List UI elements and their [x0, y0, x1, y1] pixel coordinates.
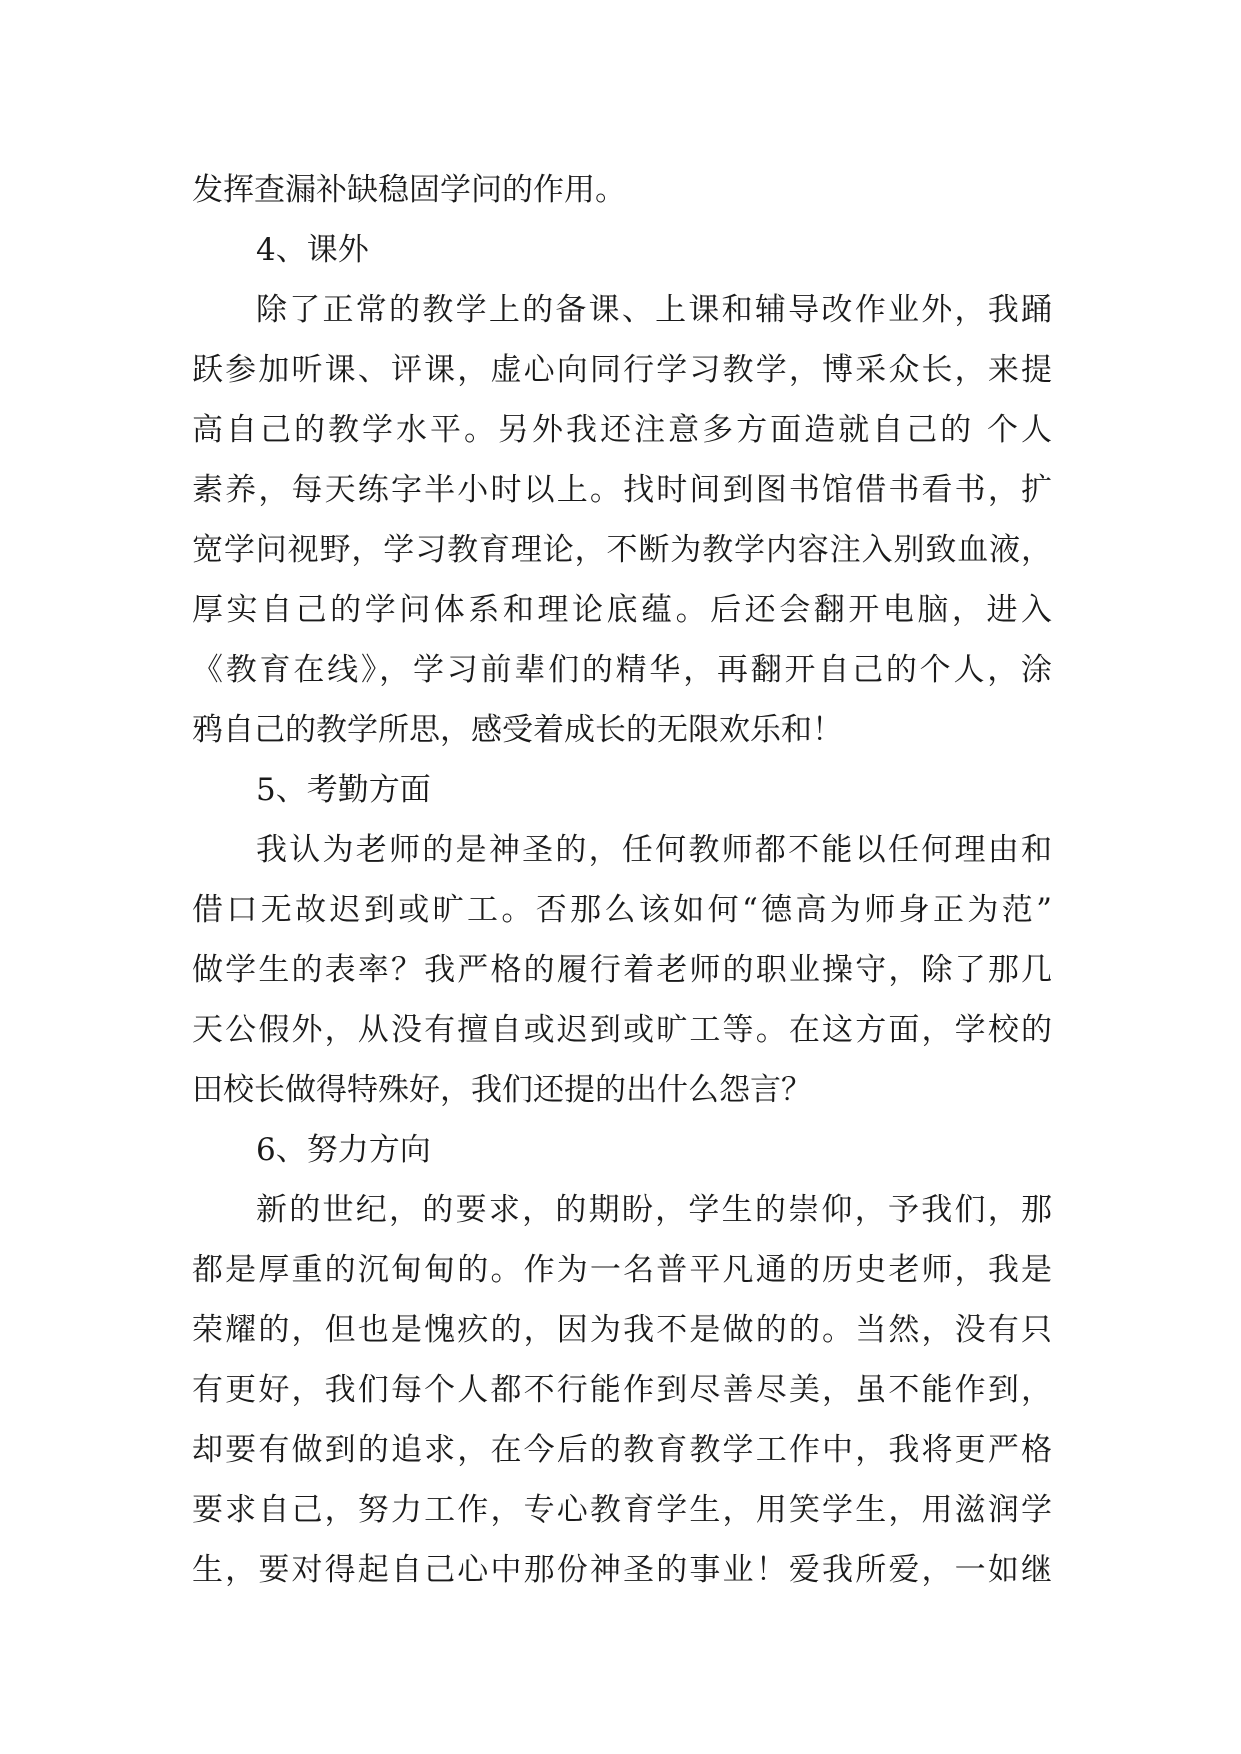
paragraph-line: 天公假外，从没有擅自或迟到或旷工等。在这方面，学校的: [192, 1012, 1052, 1048]
paragraph-line: 都是厚重的沉甸甸的。作为一名普平凡通的历史老师，我是: [192, 1252, 1052, 1288]
paragraph-line: 荣耀的，但也是愧疚的，因为我不是做的的。当然，没有只: [192, 1312, 1052, 1348]
paragraph-line: 厚实自己的学问体系和理论底蕴。后还会翻开电脑，进入: [192, 592, 1052, 628]
paragraph-line: 有更好，我们每个人都不行能作到尽善尽美，虽不能作到，: [192, 1372, 1052, 1408]
section-heading-4: 4、课外: [256, 232, 369, 268]
paragraph-line: 新的世纪，的要求，的期盼，学生的崇仰，予我们，那: [256, 1192, 1052, 1228]
paragraph-line: 做学生的表率？我严格的履行着老师的职业操守，除了那几: [192, 952, 1052, 988]
paragraph-line: 除了正常的教学上的备课、上课和辅导改作业外，我踊: [256, 292, 1052, 328]
paragraph-line: 生，要对得起自己心中那份神圣的事业！爱我所爱，一如继: [192, 1552, 1052, 1588]
paragraph-line: 借口无故迟到或旷工。否那么该如何“德高为师身正为范”: [192, 892, 1052, 928]
paragraph-line: 要求自己，努力工作，专心教育学生，用笑学生，用滋润学: [192, 1492, 1052, 1528]
paragraph-line: 鸦自己的教学所思，感受着成长的无限欢乐和！: [192, 712, 843, 748]
section-heading-6: 6、努力方向: [256, 1132, 431, 1168]
paragraph-line: 发挥查漏补缺稳固学问的作用。: [192, 172, 626, 208]
section-heading-5: 5、考勤方面: [256, 772, 431, 808]
paragraph-line: 我认为老师的是神圣的，任何教师都不能以任何理由和: [256, 832, 1052, 868]
paragraph-line: 高自己的教学水平。另外我还注意多方面造就自己的 个人: [192, 412, 1052, 448]
paragraph-line: 素养，每天练字半小时以上。找时间到图书馆借书看书，扩: [192, 472, 1052, 508]
paragraph-line: 却要有做到的追求，在今后的教育教学工作中，我将更严格: [192, 1432, 1052, 1468]
paragraph-line: 宽学问视野，学习教育理论，不断为教学内容注入别致血液，: [192, 532, 1052, 568]
paragraph-line: 田校长做得特殊好，我们还提的出什么怨言？: [192, 1072, 812, 1108]
paragraph-line: 跃参加听课、评课，虚心向同行学习教学，博采众长，来提: [192, 352, 1052, 388]
paragraph-line: 《教育在线》，学习前辈们的精华，再翻开自己的个人，涂: [192, 652, 1052, 688]
